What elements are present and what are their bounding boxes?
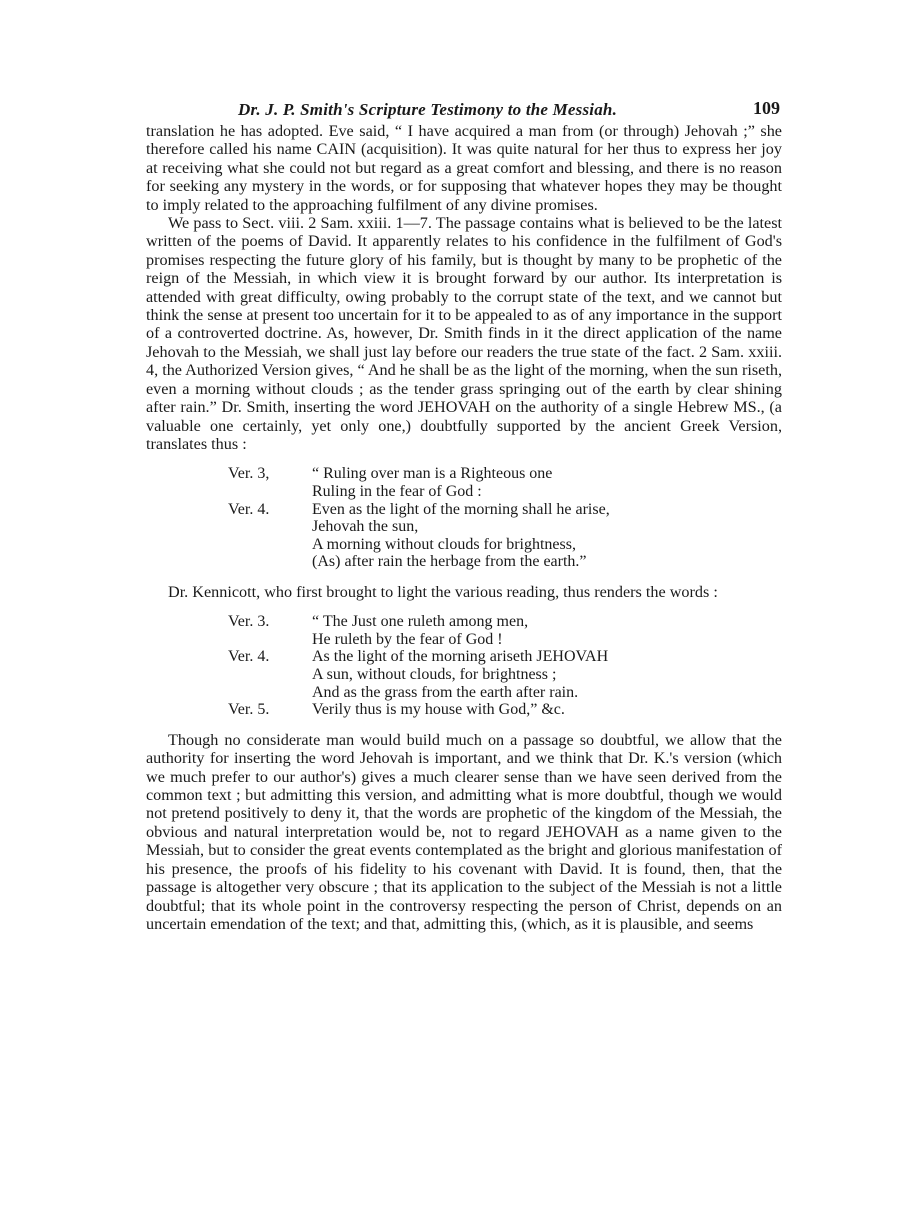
verse-text: “ The Just one ruleth among men, (312, 613, 529, 631)
verse-ref: Ver. 5. (228, 701, 270, 719)
verse-line (228, 518, 782, 536)
verse-text: He ruleth by the fear of God ! (312, 630, 503, 648)
verse-ref (228, 631, 312, 649)
verse-block-smith (228, 465, 782, 571)
verse-ref (228, 553, 312, 571)
verse-ref (228, 483, 312, 501)
verse-line (228, 501, 782, 519)
verse-line (228, 536, 782, 554)
running-title: Dr. J. P. Smith's Scripture Testimony to the Messiah. (238, 100, 618, 119)
verse-text: “ Ruling over man is a Righteous one (312, 465, 553, 483)
paragraph-1: translation he has adopted. Eve said, “ I have acquired a man from (or through) Jehovah ;” she therefore called his name CAIN (acquisition). It was quite natural for her thus to express her joy at receiving what she could not but regard as a great comfort and blessing, and there is no reason for seeking any mystery in the words, or for supposing that whatever hopes they may be thought to imply related to the approaching fulfilment of any divine promises. (146, 122, 782, 214)
verse-ref: Ver. 4. (228, 648, 270, 666)
verse-ref: Ver. 3, (228, 465, 270, 483)
verse-line (228, 631, 782, 649)
verse-text: As the light of the morning ariseth JEHOVAH (312, 648, 609, 666)
verse-ref (228, 536, 312, 554)
verse-text: A morning without clouds for brightness, (312, 535, 576, 553)
verse-line (228, 483, 782, 501)
verse-line (228, 613, 782, 631)
verse-ref (228, 666, 312, 684)
verse-text: (As) after rain the herbage from the earth.” (312, 553, 587, 571)
verse-text: A sun, without clouds, for brightness ; (312, 666, 557, 684)
verse-line (228, 701, 782, 719)
paragraph-4: Though no considerate man would build much on a passage so doubtful, we allow that the authority for inserting the word Jehovah is important, and we think that Dr. K.'s version (which we much prefer to our author's) gives a much clearer sense than we have seen derived from the common text ; but admitting this version, and admitting what is more doubtful, though we would not pretend positively to deny it, that the words are prophetic of the kingdom of the Messiah, the obvious and natural interpretation would be, not to regard JEHOVAH as a name given to the Messiah, but to consider the great events contemplated as the bright and glorious manifestation of his presence, the proofs of his fidelity to his covenant with David. It is found, then, that the passage is altogether very obscure ; that its application to the subject of the Messiah is not a little doubtful; that its whole point in the controversy respecting the person of Christ, depends on an uncertain emendation of the text; and that, admitting this, (which, as it is plausible, and seems (146, 730, 782, 933)
verse-ref (228, 684, 312, 702)
paragraph-2: We pass to Sect. viii. 2 Sam. xxiii. 1—7. The passage contains what is believed to be the latest written of the poems of David. It apparently relates to his confidence in the fulfilment of God's promises respecting the future glory of his family, but is thought by many to be prophetic of the reign of the Messiah, in which view it is brought forward by our author. Its interpretation is attended with great difficulty, owing probably to the corrupt state of the text, and we cannot but think the sense at present too uncertain for it to be appealed to as of any importance in the support of a controverted doctrine. As, however, Dr. Smith finds in it the direct application of the name Jehovah to the Messiah, we shall just lay before our readers the true state of the fact. 2 Sam. xxiii. 4, the Authorized Version gives, “ And he shall be as the light of the morning, when the sun riseth, even a morning without clouds ; as the tender grass springing out of the earth by clear shining after rain.” Dr. Smith, inserting the word JEHOVAH on the authority of a single Hebrew MS., (a valuable one certainly, yet only one,) doubtfully supported by the ancient Greek Version, translates thus : (146, 214, 782, 453)
verse-text: And as the grass from the earth after rain. (312, 683, 579, 701)
verse-text: Ruling in the fear of God : (312, 482, 482, 500)
paragraph-3: Dr. Kennicott, who first brought to light the various reading, thus renders the words : (168, 582, 718, 601)
verse-line (228, 648, 782, 666)
book-page (146, 96, 782, 933)
verse-line (228, 553, 782, 571)
running-header (146, 96, 782, 122)
verse-ref (228, 518, 312, 536)
verse-line (228, 684, 782, 702)
verse-text: Even as the light of the morning shall he arise, (312, 500, 610, 518)
verse-block-kennicott (228, 613, 782, 719)
verse-line (228, 666, 782, 684)
verse-ref: Ver. 4. (228, 500, 270, 518)
page-number: 109 (753, 98, 780, 118)
verse-text: Verily thus is my house with God,” &c. (312, 701, 565, 719)
verse-ref: Ver. 3. (228, 613, 270, 631)
verse-text: Jehovah the sun, (312, 518, 419, 536)
verse-line (228, 465, 782, 483)
